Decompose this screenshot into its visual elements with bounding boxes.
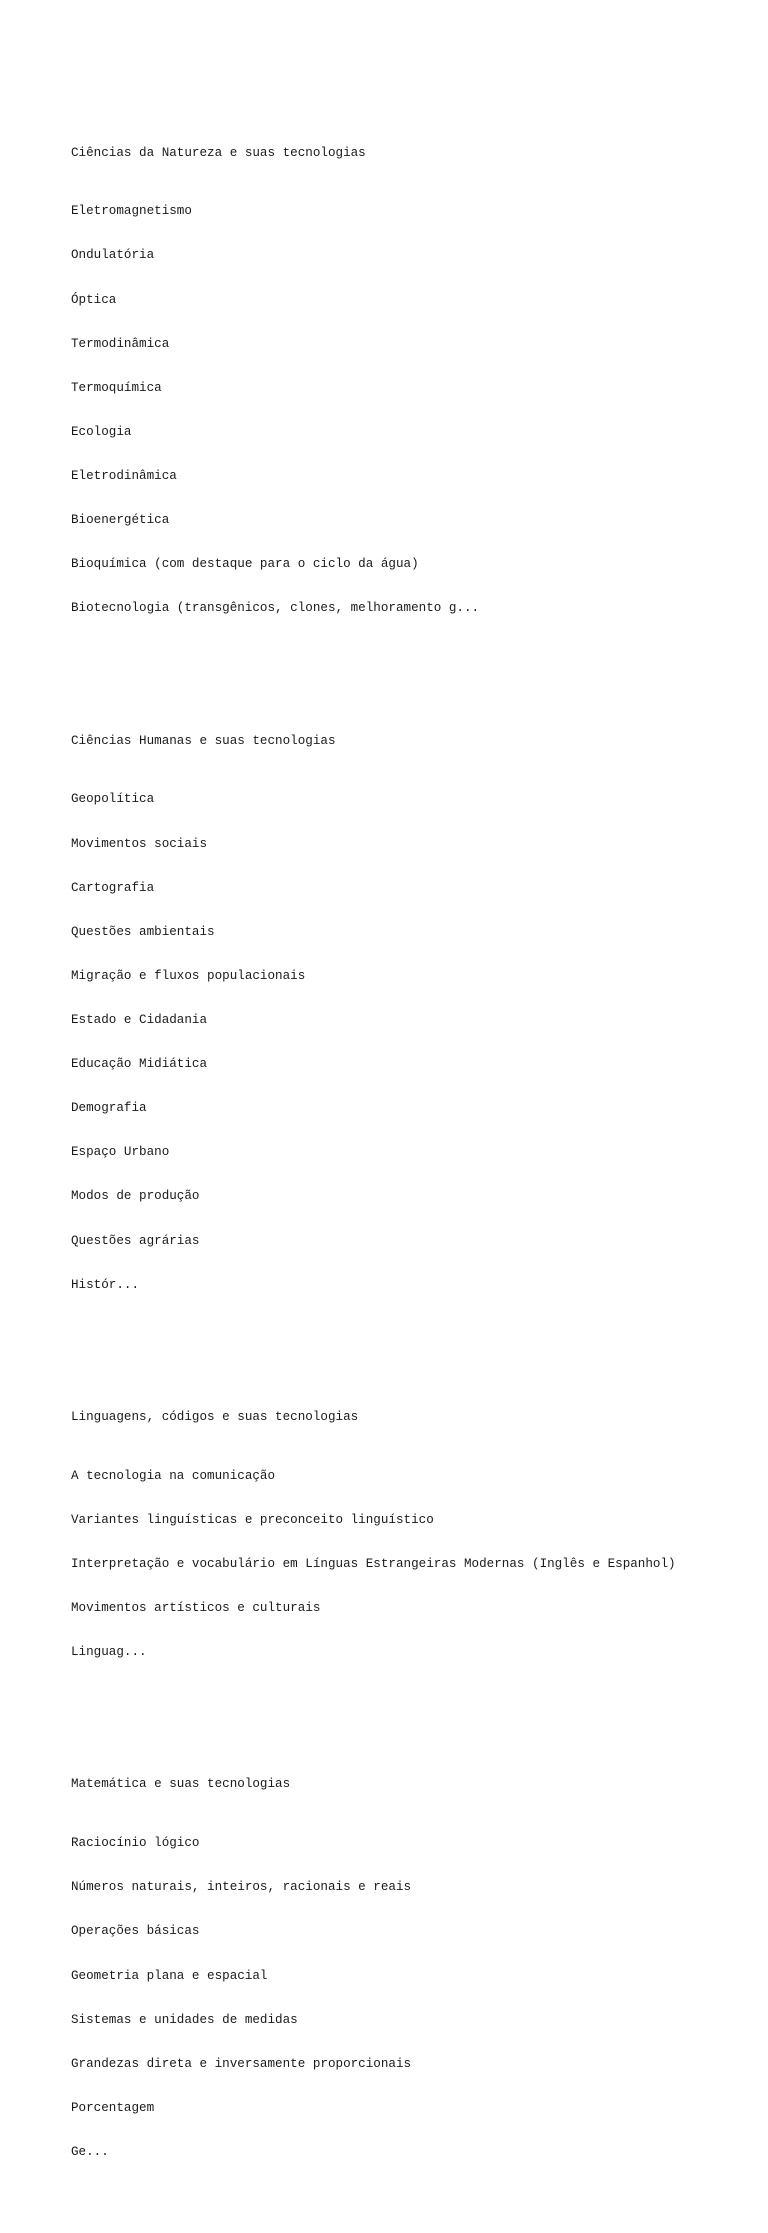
topic-item: Espaço Urbano bbox=[71, 1145, 170, 1160]
section-title: Linguagens, códigos e suas tecnologias bbox=[71, 1409, 359, 1424]
topic-item: Eletromagnetismo bbox=[71, 204, 192, 219]
topic-item: Movimentos artísticos e culturais bbox=[71, 1601, 321, 1616]
topic-item: Questões ambientais bbox=[71, 924, 215, 939]
topic-item: Questões agrárias bbox=[71, 1233, 200, 1248]
document-page bbox=[71, 72, 751, 2233]
topic-item: Grandezas direta e inversamente proporcionais bbox=[71, 2056, 412, 2071]
topic-item: Termodinâmica bbox=[71, 336, 170, 351]
topic-item: Cartografia bbox=[71, 880, 155, 895]
topic-item: Ondulatória bbox=[71, 248, 155, 263]
section-linguagens bbox=[71, 1381, 751, 1690]
topic-item: Modos de produção bbox=[71, 1189, 200, 1204]
topic-item: A tecnologia na comunicação bbox=[71, 1468, 276, 1483]
section-matematica bbox=[71, 1748, 751, 2189]
topic-item: Movimentos sociais bbox=[71, 836, 208, 851]
section-title: Ciências da Natureza e suas tecnologias bbox=[71, 145, 366, 160]
section-natureza bbox=[71, 116, 751, 645]
topic-item: Geometria plana e espacial bbox=[71, 1968, 268, 1983]
topic-item: Porcentagem bbox=[71, 2100, 155, 2115]
topic-item: Eletrodinâmica bbox=[71, 468, 177, 483]
topic-item: Bioenergética bbox=[71, 513, 170, 528]
topic-item: Demografia bbox=[71, 1101, 147, 1116]
topic-item-truncated: Biotecnologia (transgênicos, clones, melhoramento g... bbox=[71, 601, 480, 616]
section-title: Ciências Humanas e suas tecnologias bbox=[71, 733, 336, 748]
topic-item: Bioquímica (com destaque para o ciclo da água) bbox=[71, 557, 419, 572]
topic-item: Sistemas e unidades de medidas bbox=[71, 2012, 298, 2027]
topic-item-truncated: Linguag... bbox=[71, 1645, 147, 1660]
topic-item-truncated: Histór... bbox=[71, 1277, 140, 1292]
topic-item: Óptica bbox=[71, 292, 117, 307]
topic-item: Estado e Cidadania bbox=[71, 1012, 208, 1027]
topic-item: Variantes linguísticas e preconceito linguístico bbox=[71, 1512, 434, 1527]
topic-item: Ecologia bbox=[71, 424, 132, 439]
topic-item: Operações básicas bbox=[71, 1924, 200, 1939]
section-title: Matemática e suas tecnologias bbox=[71, 1777, 291, 1792]
topic-item: Interpretação e vocabulário em Línguas Estrangeiras Modernas (Inglês e Espanhol) bbox=[71, 1556, 676, 1571]
topic-item: Raciocínio lógico bbox=[71, 1836, 200, 1851]
topic-item: Migração e fluxos populacionais bbox=[71, 968, 306, 983]
topic-item: Geopolítica bbox=[71, 792, 155, 807]
topic-item: Termoquímica bbox=[71, 380, 162, 395]
section-humanas bbox=[71, 704, 751, 1322]
topic-item: Números naturais, inteiros, racionais e reais bbox=[71, 1880, 412, 1895]
topic-item: Educação Midiática bbox=[71, 1057, 208, 1072]
topic-item-truncated: Ge... bbox=[71, 2145, 109, 2160]
